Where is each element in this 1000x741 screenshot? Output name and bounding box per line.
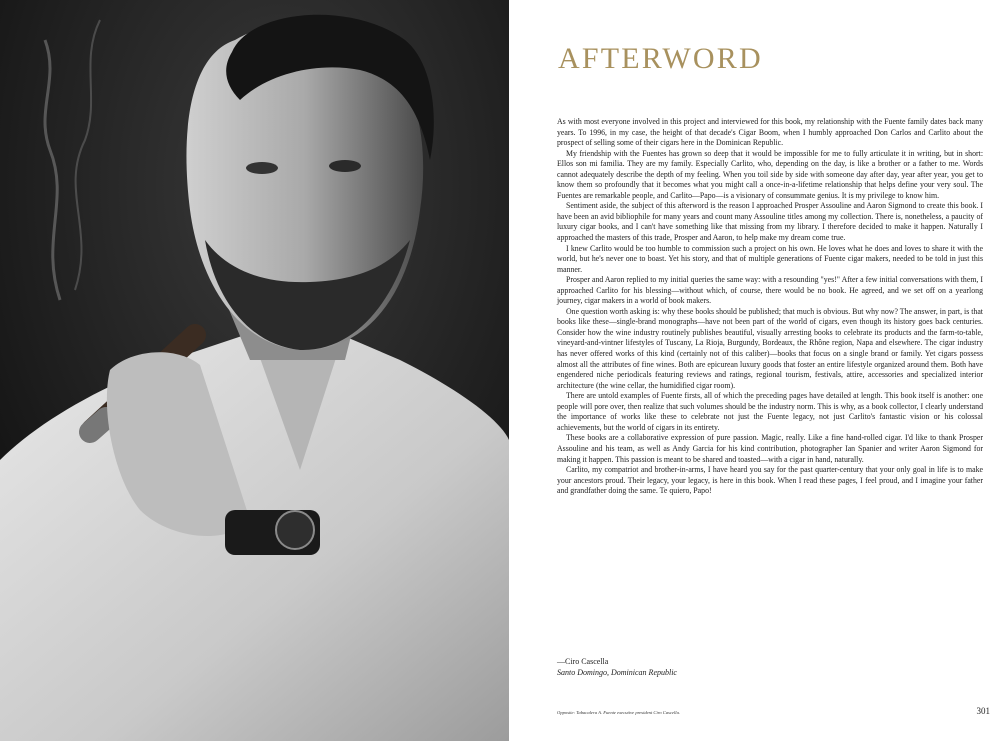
signature-name: —Ciro Cascella: [557, 657, 609, 666]
page-number: 301: [976, 706, 990, 716]
paragraph: As with most everyone involved in this project and interviewed for this book, my relationship with the Fuente family dates back many years. To 1996, in my case, the height of that decade's Cigar Boom, when I humbly approached Don Carlos and Carlito about the prospect of selling some of their cigars here in the Dominican Republic.: [557, 117, 983, 148]
page-title: AFTERWORD: [558, 42, 763, 75]
signature-place: Santo Domingo, Dominican Republic: [557, 668, 677, 677]
afterword-page: [509, 0, 1000, 741]
photo-caption: Opposite: Tabacalera A. Fuente executive president Ciro Cascella.: [557, 710, 681, 715]
paragraph: Sentiment aside, the subject of this afterword is the reason I approached Prosper Assouline and Aaron Sigmond to create this book. I have been an avid bibliophile for many years and count many Assouline titles among my collection. There is, nonetheless, a paucity of luxury cigar books, and I can't have something like that missing from my library. I therefore decided to make it happen. Naturally I approached the masters of this trade, Prosper and Aaron, to help make my dream come true.: [557, 201, 983, 243]
paragraph: My friendship with the Fuentes has grown so deep that it would be impossible for me to fully articulate it in writing, but in short: Ellos son mi familia. They are my family. Especially Carlito, who, depending on the day, is like a brother or a father to me. Words cannot adequately describe the depth of my feeling. When you toil side by side with someone day after day, year after year, you get to know them so profoundly that it becomes what you might call a once-in-a-lifetime relationship that helps define your very soul. The Fuentes are remarkable people, and Carlito—Papo—is a visionary of consummate genius. It is my privilege to know him.: [557, 148, 983, 200]
paragraph: I knew Carlito would be too humble to commission such a project on his own. He loves what he does and loves to share it with the world, but he's never one to boast. Yet his story, and that of multiple generations of Fuente cigar makers, needed to be told in just this manner.: [557, 243, 983, 274]
paragraph: Carlito, my compatriot and brother-in-arms, I have heard you say for the past quarter-century that your only goal in life is to make your ancestors proud. Their legacy, your legacy, is here in this book. When I read these pages, I feel proud, and I imagine your father and grandfather doing the same. Te quiero, Papo!: [557, 465, 983, 496]
signature-block: [557, 656, 677, 678]
paragraph: Prosper and Aaron replied to my initial queries the same way: with a resounding "yes!" After a few initial conversations with them, I approached Carlito for his blessing—without which, of course, there would be no book. He agreed, and we set off on a yearlong journey, cigar makers in a world of book makers.: [557, 275, 983, 306]
afterword-body: [557, 117, 983, 497]
paragraph: These books are a collaborative expression of pure passion. Magic, really. Like a fine hand-rolled cigar. I'd like to thank Prosper Assouline and his team, as well as Andy Garcia for his kind contribution, photographer Ian Spanier and writer Aaron Sigmond for making it happen. This passion is meant to be shared and toasted—with a cigar in hand, naturally.: [557, 433, 983, 464]
paragraph: There are untold examples of Fuente firsts, all of which the preceding pages have detailed at length. This book itself is another: one people will pore over, then realize that such volumes should be the industry norm. This is why, as a book collector, I clearly understand the importance of works like these to celebrate not just the Fuente legacy, not just Carlito's fantastic vision or his colossal achievements, but the world of cigars in its entirety.: [557, 391, 983, 432]
paragraph: One question worth asking is: why these books should be published; that much is obvious. But why now? The answer, in part, is that books like these—single-brand monographs—have not been part of the world of cigars, even though its history goes back centuries. Consider how the wine industry routinely publishes beautiful, visually arresting books to celebrate its products and the farm-to-table, vineyard-and-vintner lifestyles of Tuscany, La Rioja, Burgundy, Bordeaux, the Rhône region, Napa and elsewhere. The cigar industry has never offered works of this kind (certainly not of this caliber)—books that focus on a single brand or family. Yet cigars possess almost all the attributes of fine wines. Both are epicurean luxury goods that foster an entire lifestyle organized around them. Both have engendered niche periodicals featuring reviews and ratings, regional tourism, festivals, attire, accessories and specialized interior architecture (the wine cellar, the humidified cigar room).: [557, 306, 983, 390]
